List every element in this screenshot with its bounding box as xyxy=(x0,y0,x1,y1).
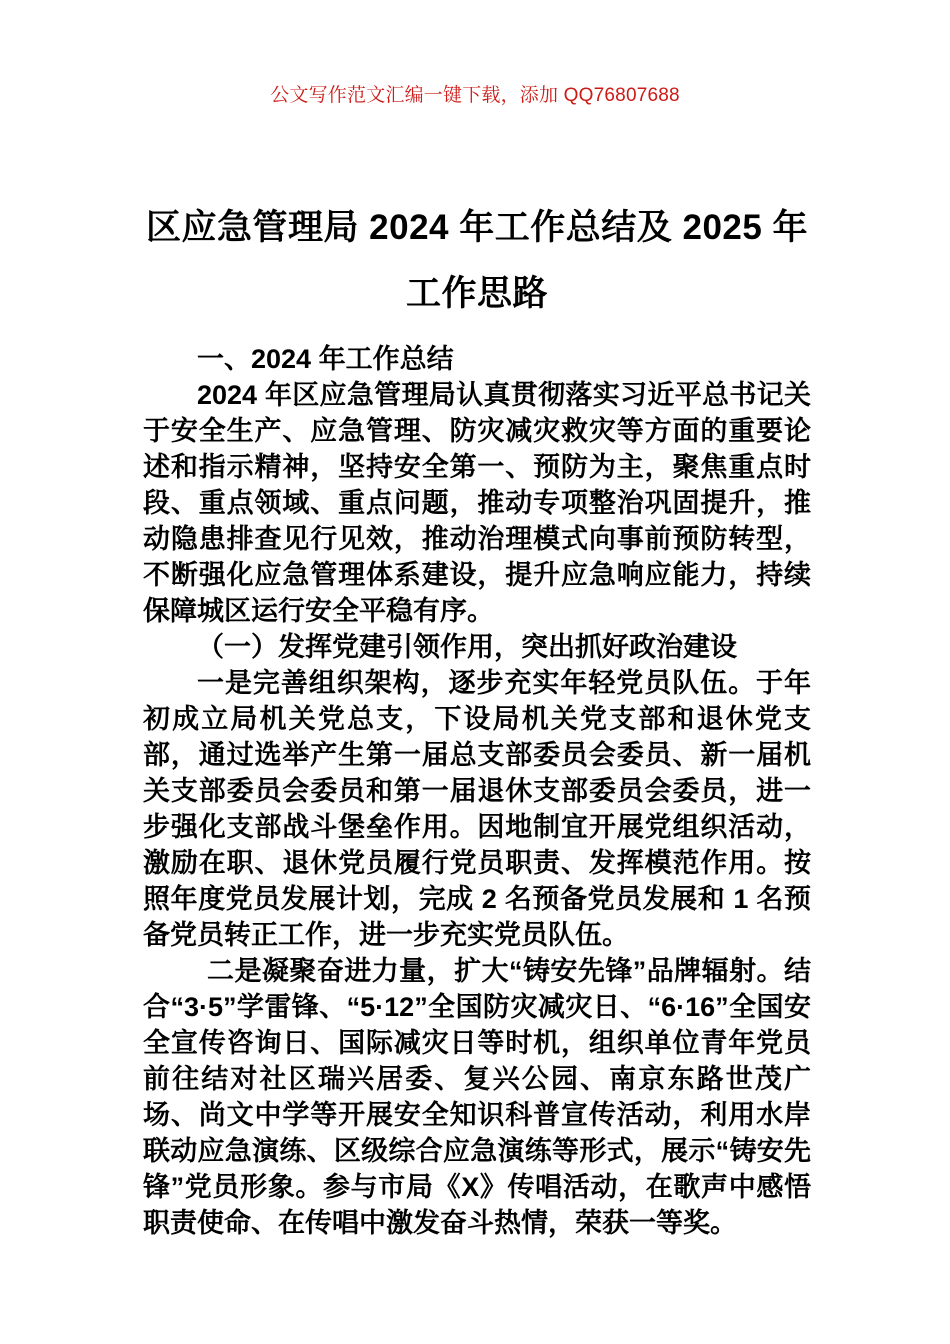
promo-header-banner: 公文写作范文汇编一键下载，添加 QQ76807688 xyxy=(270,85,680,106)
section-paragraph-item-two: 二是凝聚奋进力量，扩大“铸安先锋”品牌辐射。结合“3·5”学雷锋、“5·12”全国防灾减灾日、“6·16”全国安全宣传咨询日、国际减灾日等时机，组织单位青年党员前往结对社区瑞兴居委、复兴公园、南京东路世茂广场、尚文中学等开展安全知识科普宣传活动，利用水岸联动应急演练、区级综合应急演练等形式，展示“铸安先锋”党员形象。参与市局《X》传唱活动，在歌声中感悟职责使命、在传唱中激发奋斗热情，荣获一等奖。 xyxy=(143,956,811,1238)
section-paragraph-item-one: 一是完善组织架构，逐步充实年轻党员队伍。于年初成立局机关党总支，下设局机关党支部和退休党支部，通过选举产生第一届总支部委员会委员、新一届机关支部委员会委员和第一届退休支部委员会委员，进一步强化支部战斗堡垒作用。因地制宜开展党组织活动，激励在职、退休党员履行党员职责、发挥模范作用。按照年度党员发展计划，完成 2 名预备党员发展和 1 名预备党员转正工作，进一步充实党员队伍。 xyxy=(143,668,811,950)
document-body xyxy=(143,341,811,1241)
section-paragraph-overview: 2024 年区应急管理局认真贯彻落实习近平总书记关于安全生产、应急管理、防灾减灾救灾等方面的重要论述和指示精神，坚持安全第一、预防为主，聚焦重点时段、重点领域、重点问题，推动专项整治巩固提升，推动隐患排查见行见效，推动治理模式向事前预防转型，不断强化应急管理体系建设，提升应急响应能力，持续保障城区运行安全平稳有序。 xyxy=(143,380,811,626)
section-heading-level-2: （一）发挥党建引领作用，突出抓好政治建设 xyxy=(197,632,737,662)
section-heading-level-1: 一、2024 年工作总结 xyxy=(197,344,454,374)
document-title: 区应急管理局 2024 年工作总结及 2025 年工作思路 xyxy=(145,208,809,314)
